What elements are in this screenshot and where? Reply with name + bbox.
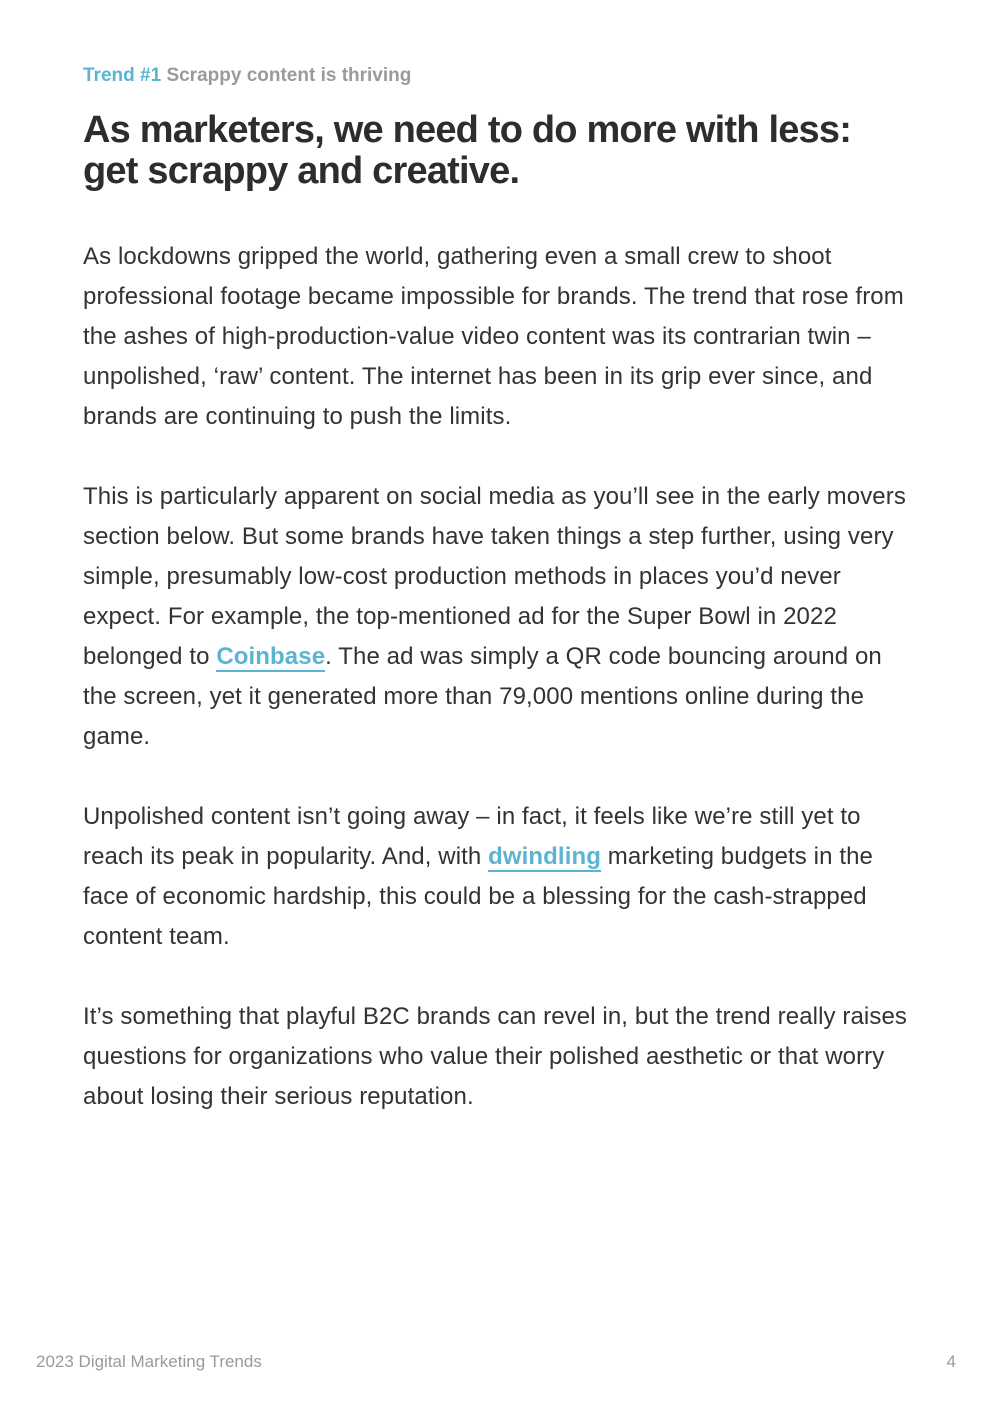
paragraph-2-text-end: . The ad was simply a QR code bouncing around on the screen, yet it generated more than 79,000 mentions online during the game. bbox=[83, 643, 882, 750]
headline-line-2: get scrappy and creative. bbox=[83, 150, 520, 192]
page-headline bbox=[83, 110, 943, 192]
paragraph-2 bbox=[83, 477, 913, 757]
body-text bbox=[83, 237, 913, 1157]
paragraph-3-text-end: marketing budgets in the face of economic hardship, this could be a blessing for the cash-strapped content team. bbox=[83, 843, 873, 950]
coinbase-link[interactable]: Coinbase bbox=[216, 643, 326, 670]
paragraph-3 bbox=[83, 797, 913, 957]
headline-line-1: As marketers, we need to do more with less: bbox=[83, 109, 852, 151]
footer-page-number: 4 bbox=[946, 1352, 956, 1371]
trend-number-label: Trend #1 bbox=[83, 65, 162, 86]
trend-topic-label: Scrappy content is thriving bbox=[166, 65, 412, 86]
paragraph-4: It’s something that playful B2C brands can revel in, but the trend really raises questions for organizations who value their polished aesthetic or that worry about losing their serious reputation. bbox=[83, 1003, 907, 1110]
paragraph-1: As lockdowns gripped the world, gathering even a small crew to shoot professional footage became impossible for brands. The trend that rose from the ashes of high-production-value video content was its contrarian twin – unpolished, ‘raw’ content. The internet has been in its grip ever since, and brands are continuing to push the limits. bbox=[83, 243, 904, 430]
paragraph-2-text-start: This is particularly apparent on social media as you’ll see in the early movers section below. But some brands have taken things a step further, using very simple, presumably low-cost production methods in places you’d never expect. For example, the top-mentioned ad for the Super Bowl in 2022 belonged to bbox=[83, 483, 906, 670]
dwindling-link[interactable]: dwindling bbox=[488, 843, 601, 870]
footer-document-title: 2023 Digital Marketing Trends bbox=[36, 1352, 262, 1371]
paragraph-3-text-start: Unpolished content isn’t going away – in fact, it feels like we’re still yet to reach its peak in popularity. And, with bbox=[83, 803, 861, 870]
section-kicker bbox=[83, 64, 411, 88]
